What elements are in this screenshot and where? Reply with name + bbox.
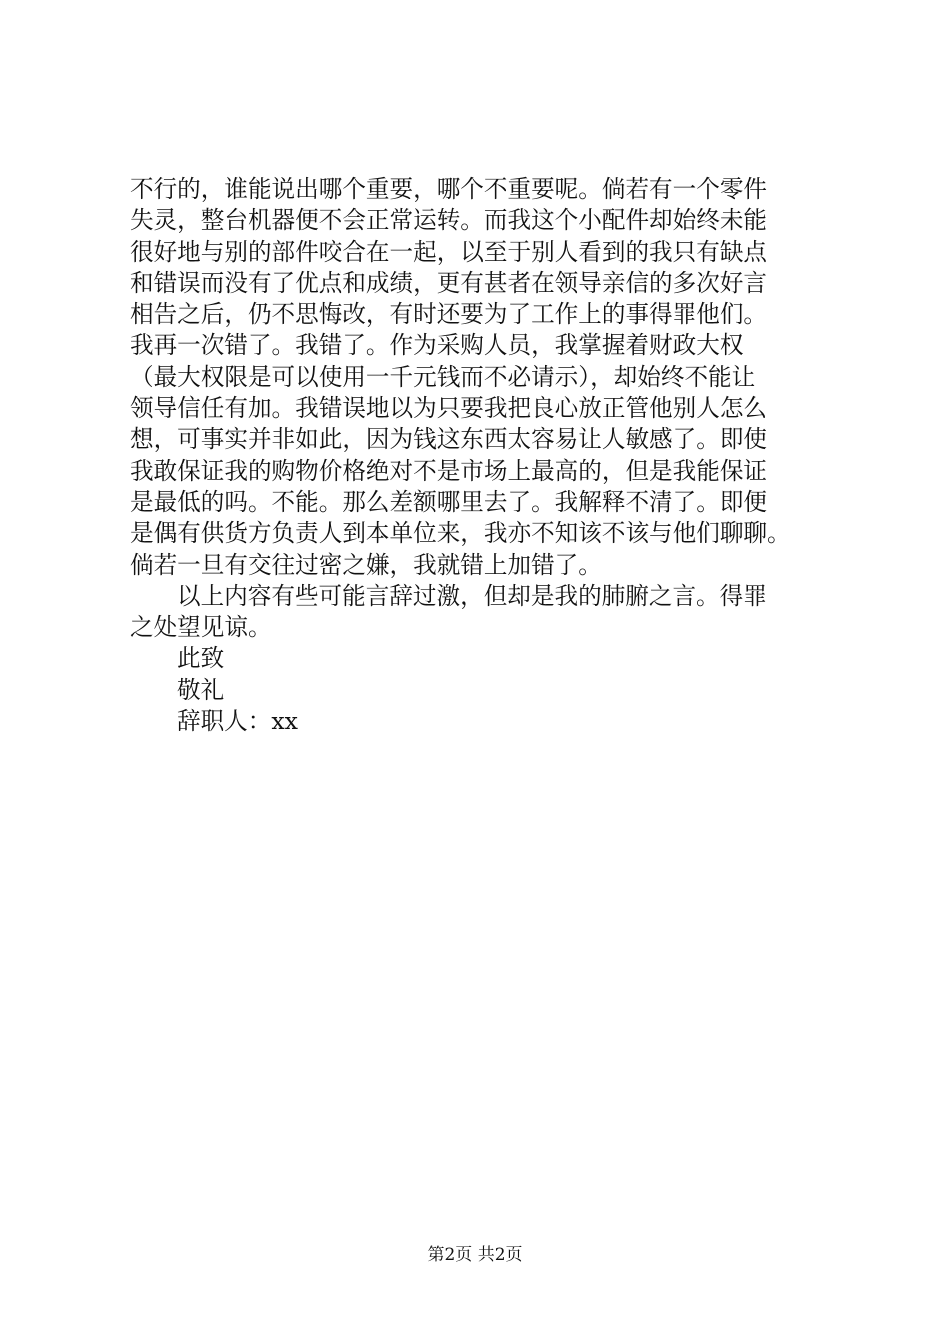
body-line: 领导信任有加。我错误地以为只要我把良心放正管他别人怎么 bbox=[130, 394, 768, 423]
letter-body bbox=[130, 174, 850, 737]
body-line: （最大权限是可以使用一千元钱而不必请示），却始终不能让 bbox=[130, 362, 756, 391]
body-line: 是最低的吗。不能。那么差额哪里去了。我解释不清了。即便 bbox=[130, 487, 768, 516]
body-line: 相告之后，仍不思悔改，有时还要为了工作上的事得罪他们。 bbox=[130, 300, 768, 329]
body-line: 是偶有供货方负责人到本单位来，我亦不知该不该与他们聊聊。 bbox=[130, 519, 791, 548]
body-line: 和错误而没有了优点和成绩，更有甚者在领导亲信的多次好言 bbox=[130, 268, 768, 297]
body-line: 我再一次错了。我错了。作为采购人员，我掌握着财政大权 bbox=[130, 331, 744, 360]
salutation: 此致 bbox=[177, 644, 225, 673]
signature: 辞职人：xx bbox=[177, 707, 298, 736]
body-line: 我敢保证我的购物价格绝对不是市场上最高的，但是我能保证 bbox=[130, 456, 768, 485]
page-indicator: 第2页 共2页 bbox=[427, 1245, 523, 1265]
body-line: 失灵，整台机器便不会正常运转。而我这个小配件却始终未能 bbox=[130, 206, 768, 235]
body-line: 想，可事实并非如此，因为钱这东西太容易让人敏感了。即使 bbox=[130, 425, 768, 454]
body-line: 不行的，谁能说出哪个重要，哪个不重要呢。倘若有一个零件 bbox=[130, 175, 768, 203]
closing-paragraph-line: 以上内容有些可能言辞过激，但却是我的肺腑之言。得罪 bbox=[177, 581, 767, 610]
regards: 敬礼 bbox=[177, 675, 225, 704]
body-line: 很好地与别的部件咬合在一起，以至于别人看到的我只有缺点 bbox=[130, 237, 768, 266]
closing-paragraph-line: 之处望见谅。 bbox=[130, 613, 272, 642]
body-line: 倘若一旦有交往过密之嫌，我就错上加错了。 bbox=[130, 550, 602, 579]
